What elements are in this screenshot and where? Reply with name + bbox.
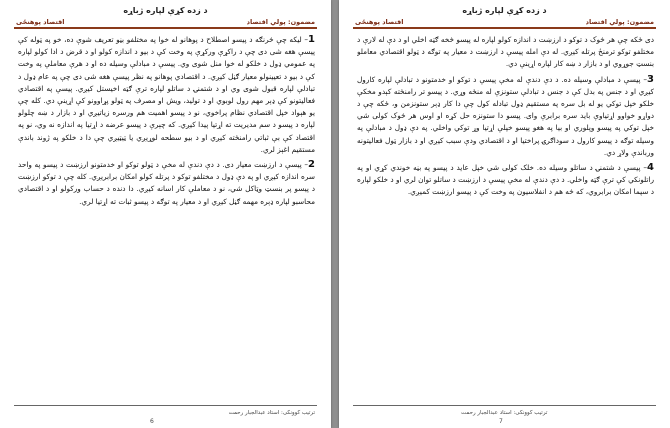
header-subject: مضمون: پولي اقتصاد [585, 18, 654, 26]
paragraph-text: – پيسې د شتمنۍ د ساتلو وسيله ده. خلک کولی شي خپل عايد د پيسو په بڼه خوندي کړي او په راتلونکي کې ترې ګټه واخلي. د دې دندې له مخې پيسې د ارزښت د ساتلو توان لري او د خلکو لپاره د سپما امکان برابروي، که څه هم د انفلاسيون په وخت کې د پيسو ارزښت کميږي. [357, 163, 654, 197]
footer-rule [353, 405, 656, 406]
footer-rule [14, 405, 317, 406]
footer-text: ترتيب کوونکی: استاد عبدالجبار رحمت [461, 410, 548, 416]
page-body [357, 34, 654, 394]
paragraph [357, 162, 654, 199]
page-body [18, 34, 315, 394]
paragraph-text: – پيسې د مبادلې وسيله ده. د دې دندې له مخې پيسې د توکو او خدمتونو د تبادلې لپاره کارول کيږي او د جنس په بدل کې د جنس د تبادلې ستونزې له منځه وړي. د پيسو تر رامنځته کېدو مخکې خلکو خپل توکي يو له بل سره په مستقيم ډول تبادله کول چې دا کار ډېر ستونزمن و، ځکه چې د دواړو خواوو اړتياوې بايد سره برابرې وای. پيسو دا ستونزه حل کړه او اوس هر څوک کولی شي خپل توکي په پيسو وپلوري او بيا په هغو پيسو خپلې اړتيا وړ توکي واخلي. په دې ډول د مبادلې په وسيله توګه د پيسو کارول د سوداګرۍ پراختيا او د اقتصادي ودې سبب کيږي او د بازار ټول فعاليتونه ورباندې ولاړ دي. [357, 74, 654, 157]
paragraph-text: – ليکه چې څرنګه د پيسو اصطلاح د پوهانو له خوا په مختلفو بڼو تعريف شوې ده، خو په ټوله کې پيسې هغه شی دی چې د راکړې ورکړې په وخت کې د بيو د اندازه کولو او د قرض د ادا کولو لپاره په عمومي ډول د خلکو له خوا منل شوی وي. پيسې د مبادلې وسيله ده او د هرې معاملې په وخت کې د بيو د تعيينولو معيار ګڼل کيږي. د اقتصادي پوهانو په نظر پيسې هغه شی دی چې په عام ډول د تبادلې لپاره قبول شوی وي او د شتمنۍ د ساتلو لپاره ترې ګټه اخيستل کيږي. پيسې په اقتصادي فعاليتونو کې ډېر مهم رول لوبوي او د توليد، ويش او مصرف په ټولو پړاوونو کې اړينې دي. کله چې يو هېواد خپل اقتصادي نظام پراخوي، نو د پيسو اهميت هم ورسره زياتيږي او د بازار د ښه چلولو لپاره د پيسو د سم مديريت ته اړتيا پيدا کيږي. که چېرې د پيسو عرضه د اړتيا په اندازه نه وي، نو په اقتصاد کې بې ثباتي رامنځته کيږي او د بيو سطحه لوړيږي يا ټيټيږي چې دا د خلکو په ژوند باندې مستقيم اغېز لري. [18, 35, 315, 154]
header-book: اقتصاد پوهنځی [355, 18, 404, 26]
paragraph [357, 34, 654, 71]
page-header-bar [353, 17, 656, 29]
section-number: 1 [308, 34, 315, 45]
paragraph [18, 159, 315, 208]
section-number: 4 [647, 162, 654, 174]
paragraph-text: دی ځکه چې هر څوک د توکو د ارزښت د اندازه کولو لپاره له پيسو څخه ګټه اخلي او د دې له لارې د مختلفو توکو ترمنځ پرتله کيږي. له دې امله پيسې د ارزښت د معيار په توګه د ټولو اقتصادي معاملو بنسټ جوړوي او د بازار د ښه کار لپاره اړينې دي. [357, 35, 654, 69]
page-number: 7 [499, 418, 503, 425]
page-number: 6 [150, 418, 154, 425]
section-number: 2 [308, 159, 315, 171]
right-page [339, 0, 670, 428]
page-header-title: د زده کړې لپاره ژباړه [123, 6, 208, 15]
paragraph-text: – پيسې د ارزښت معيار دی. د دې دندې له مخې د ټولو توکو او خدمتونو ارزښت د پيسو په واحد سره اندازه کيږي او په دې ډول د مختلفو توکو د پرتله کولو امکان برابريږي. کله چې د توکو ارزښت د پيسو پر بنسټ وټاکل شي، نو د معاملې کار اسانه کيږي. دا دنده د حساب ورکولو او د اقتصادي محاسبو لپاره ډېره مهمه ګڼل کيږي او د معيار په توګه د پيسو ثبات ته اړتيا لري. [18, 160, 315, 206]
paragraph [18, 34, 315, 156]
header-book: اقتصاد پوهنځی [16, 18, 65, 26]
page-header-title: د زده کړې لپاره ژباړه [462, 6, 547, 15]
header-subject: مضمون: پولي اقتصاد [246, 18, 315, 26]
footer-text: ترتيب کوونکی: استاد عبدالجبار رحمت [228, 410, 315, 416]
page-header-bar [14, 17, 317, 29]
left-page [0, 0, 331, 428]
paragraph [357, 74, 654, 159]
section-number: 3 [647, 73, 654, 85]
